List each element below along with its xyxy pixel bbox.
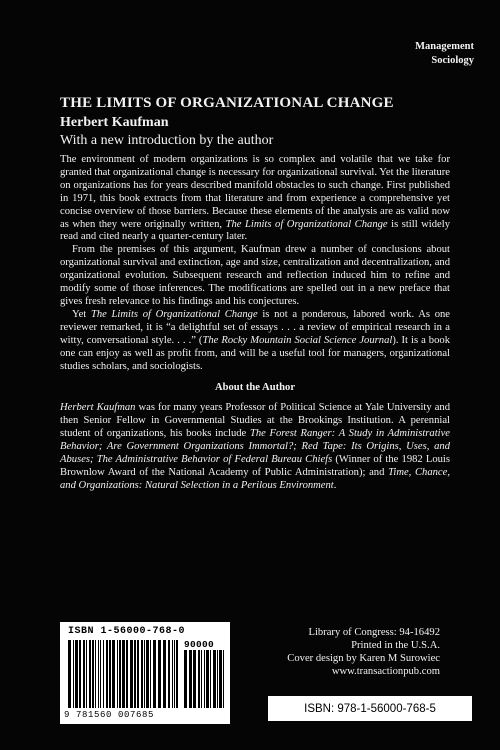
publisher-website: www.transactionpub.com — [331, 666, 440, 677]
book-title: THE LIMITS OF ORGANIZATIONAL CHANGE — [60, 95, 394, 111]
barcode-bars-icon — [68, 640, 180, 708]
subject-categories — [415, 40, 474, 68]
category-sociology: Sociology — [431, 55, 474, 66]
category-management: Management — [415, 41, 474, 52]
isbn-barcode — [60, 622, 230, 724]
blurb-paragraph-2: From the premises of this argument, Kaufman drew a number of conclusions about organizational survival and extinction, age and size, centralization and decentralization, and organizational evolution. Subsequent research and reflection induced him to refine and modify some of those inferences. The modifications are spelled out in a new preface that gives fresh relevance to his findings and his conjectures. — [60, 244, 450, 307]
library-of-congress: Library of Congress: 94-16492 — [308, 627, 440, 638]
blurb-body — [60, 154, 450, 493]
blurb-paragraph-3: Yet The Limits of Organizational Change is not a ponderous, labored work. As one reviewer remarked, it is “a delightful set of essays . . . a review of empirical research in a witty, conversational style. . . .” (The Rocky Mountain Social Science Journal). It is a book one can enjoy as well as profit from, and will be a useful tool for managers, organizational studies scholars, and sociologists. — [60, 308, 451, 372]
publisher-info — [287, 626, 440, 678]
cover-design-credit: Cover design by Karen M Surowiec — [287, 653, 440, 664]
book-subtitle: With a new introduction by the author — [60, 133, 274, 148]
about-author-text: Herbert Kaufman was for many years Professor of Political Science at Yale University and then Senior Fellow in Governmental Studies at the Brookings Institution. A perennial student of organizations, his books include The Forest Ranger: A Study in Administrative Behavior; Are Government Organizations Immortal?; Red Tape: Its Origins, Uses, and Abuses; The Administrative Behavior of Federal Bureau Chiefs (Winner of the 1982 Louis Brownlow Award of the National Academy of Public Administration); and Time, Chance, and Organizations: Natural Selection in a Perilous Environment. — [60, 402, 451, 491]
blurb-paragraph-1: The environment of modern organizations is so complex and volatile that we take for granted that organizational change is necessary for organizational survival. Yet the literature on organizations has for years described manifold obstacles to such change. First published in 1971, this book extracts from that literature and from experience a comprehensive yet concise overview of those barriers. Because these elements of the analysis are as valid now as when they were originally written, The Limits of Organizational Change is still widely read and cited nearly a quarter-century later. — [60, 154, 450, 243]
about-author-heading: About the Author — [214, 382, 296, 394]
barcode-addon-bars-icon — [184, 650, 224, 708]
printed-in: Printed in the U.S.A. — [351, 640, 440, 651]
isbn13-box: ISBN: 978-1-56000-768-5 — [268, 696, 472, 721]
barcode-addon-number: 90000 — [184, 639, 215, 650]
book-author: Herbert Kaufman — [60, 115, 169, 130]
barcode-ean-digits: 9 781560 007685 — [64, 710, 155, 720]
barcode-isbn-label: ISBN 1-56000-768-0 — [68, 626, 186, 637]
